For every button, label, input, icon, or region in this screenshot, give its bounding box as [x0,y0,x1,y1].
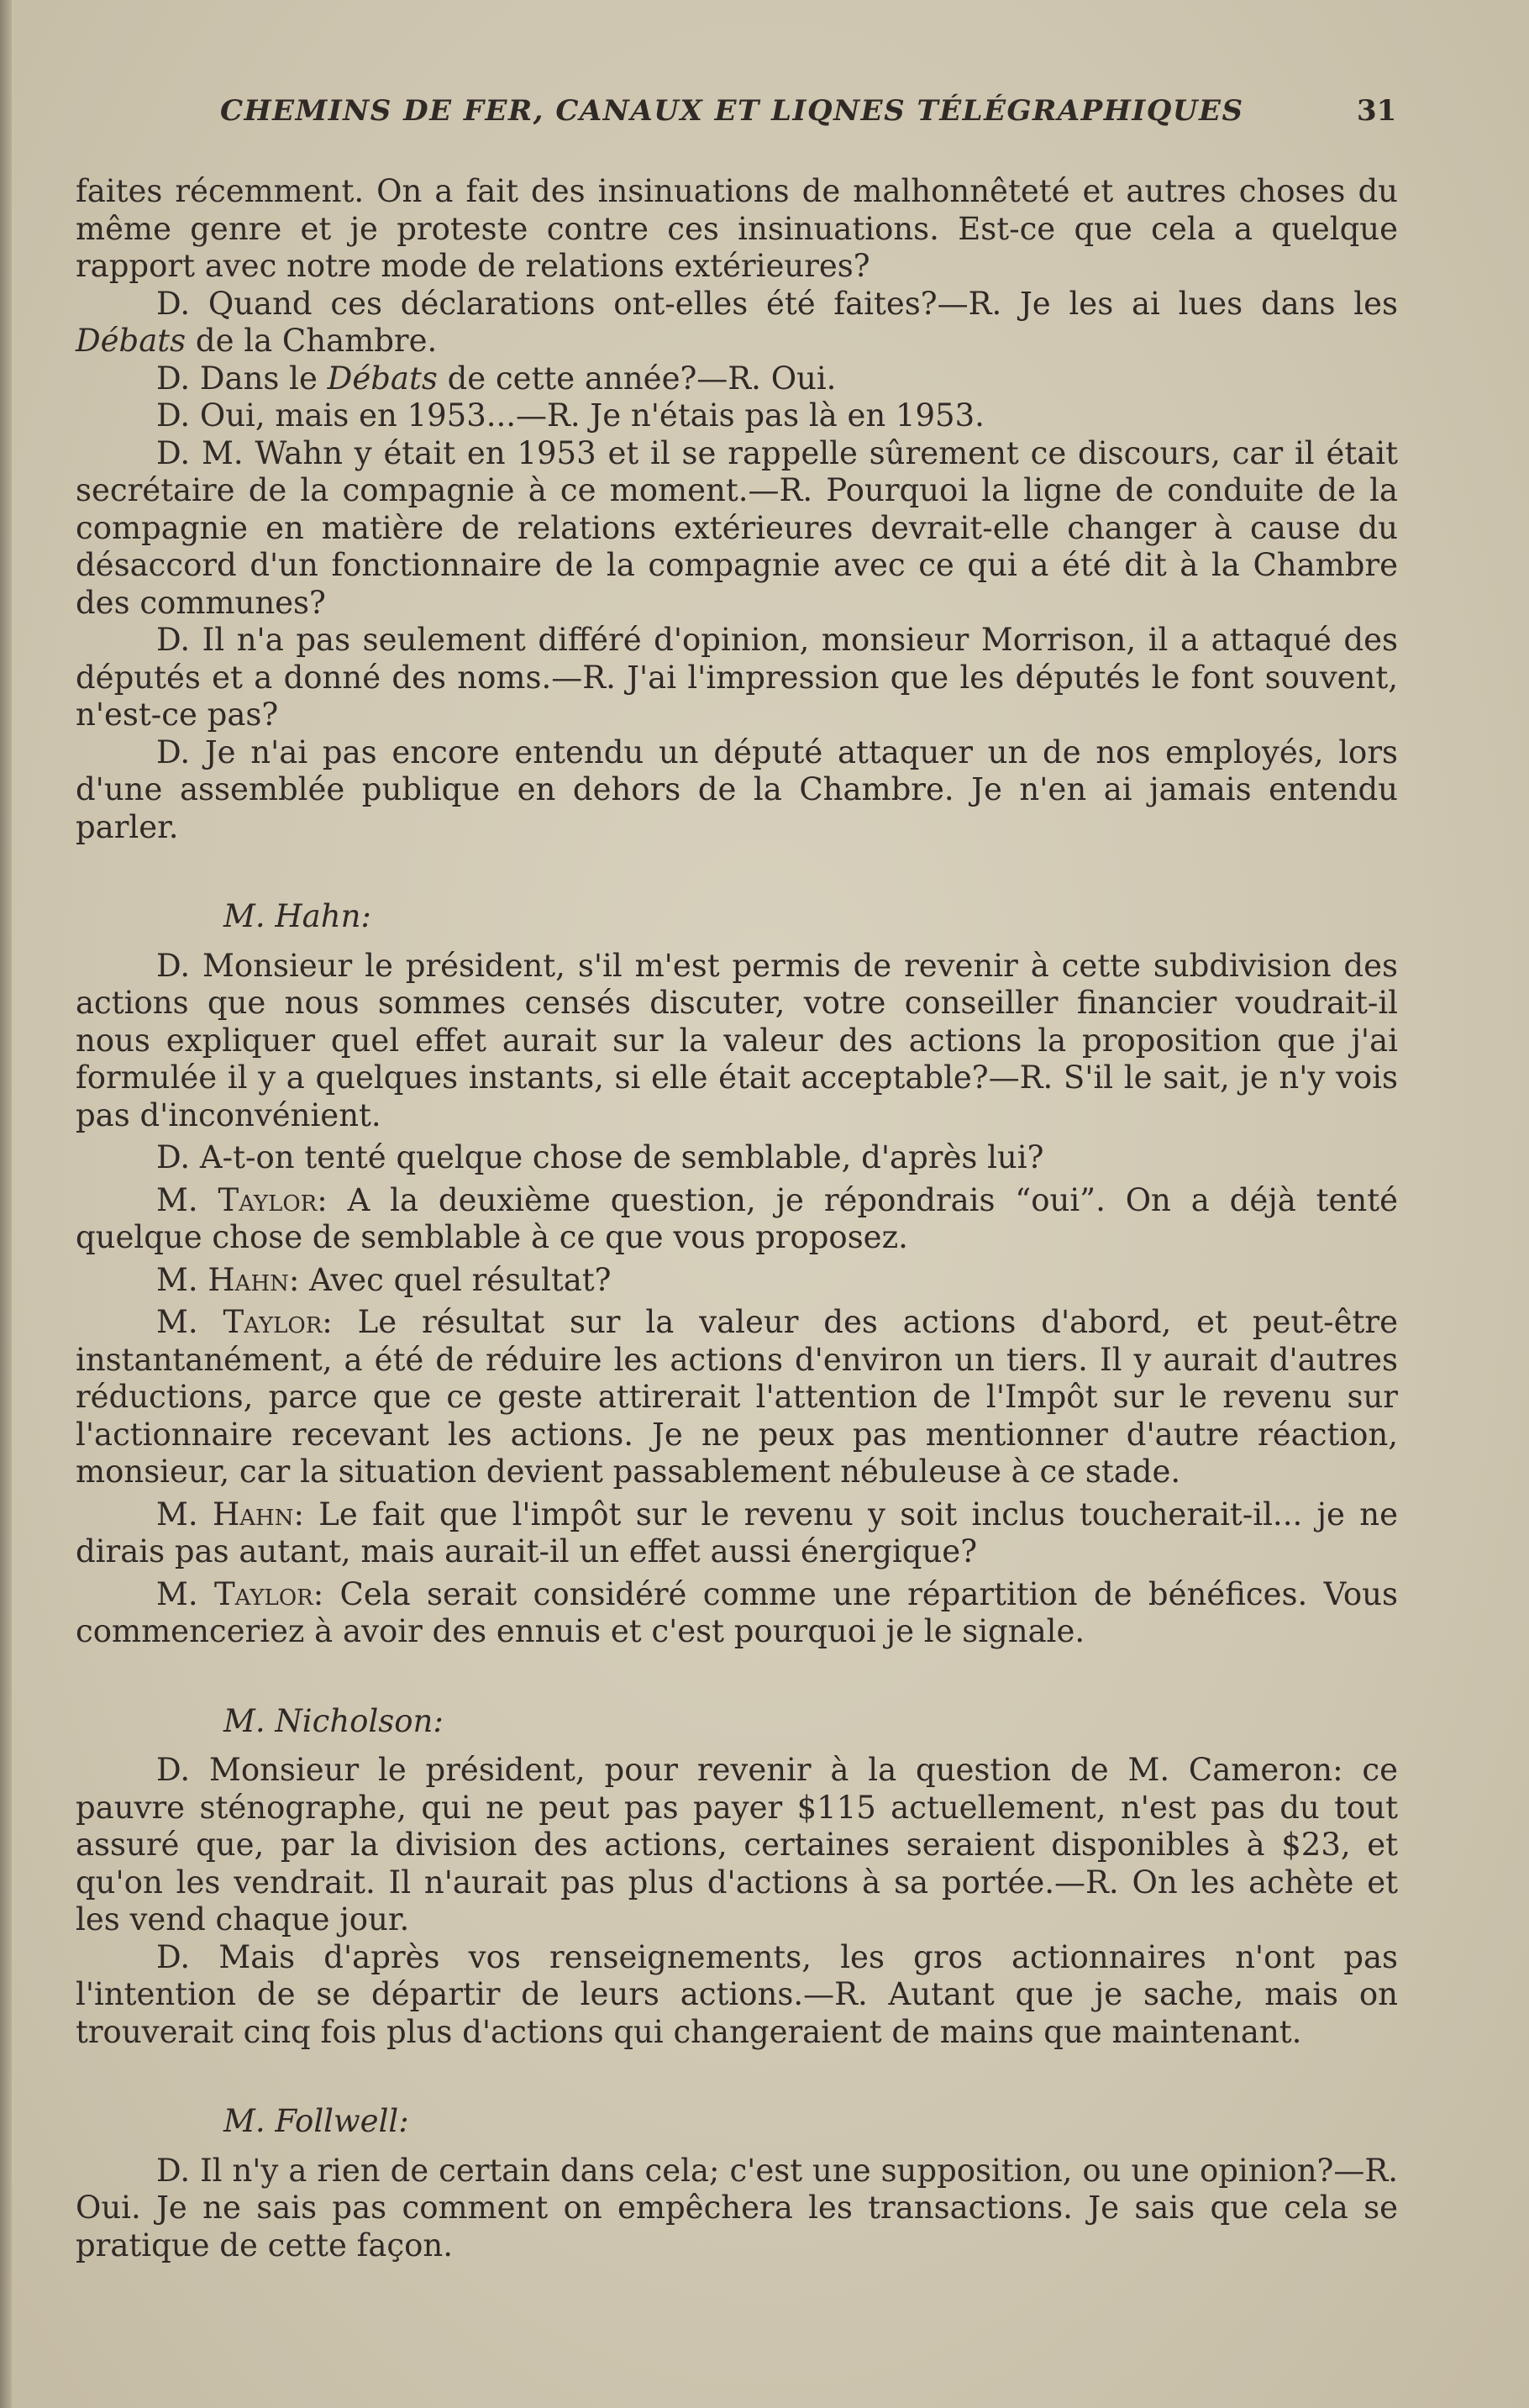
text-span: Cela serait considéré comme une répartition de bénéfices. Vous commenceriez à avoir des ennuis et c'est pourquoi je le signale. [76,1575,1398,1649]
text-span: D. Quand ces déclarations ont-elles été faites?—R. Je les ai lues dans les [156,285,1398,322]
speaker-heading: M. Follwell: [223,2103,409,2139]
paragraph: D. Il n'a pas seulement différé d'opinion, monsieur Morrison, il a attaqué des députés et a donné des noms.—R. J'ai l'impression que les députés le font souvent, n'est-ce pas? [76,622,1398,733]
book-spine-shadow [0,0,12,2408]
page-number: 31 [1357,94,1397,128]
text-span: de cette année?—R. Oui. [437,360,837,397]
speaker-heading: M. Nicholson: [223,1702,444,1739]
paragraph: D. Je n'ai pas encore entendu un député attaquer un de nos employés, lors d'une assemblée publique en dehors de la Chambre. Je n'en ai jamais entendu parler. [76,733,1398,845]
paragraph [76,1182,1398,1257]
running-header [0,94,1529,145]
text-span: A la deuxième question, je répondrais “oui”. On a déjà tenté quelque chose de semblable à ce que vous proposez. [76,1181,1398,1255]
italic-title: Débats [76,323,187,359]
paragraph [76,1496,1398,1571]
text-span: de la Chambre. [186,323,438,359]
paragraph: D. Mais d'après vos renseignements, les gros actionnaires n'ont pas l'intention de se départir de leurs actions.—R. Autant que je sache, mais on trouverait cinq fois plus d'actions qui changeraient de mains que maintenant. [76,1938,1398,2050]
body-text [76,173,1398,2264]
text-span: D. Dans le [156,360,328,397]
speaker-name: M. Hahn: [156,1496,304,1533]
text-span: Le fait que l'impôt sur le revenu y soit inclus toucherait-il... je ne dirais pas autant, mais aurait-il un effet aussi énergique? [76,1496,1398,1569]
paragraph [76,286,1398,360]
speaker-name: M. Taylor: [156,1181,328,1218]
paragraph [76,1262,1398,1300]
paragraph [76,360,1398,398]
running-title: CHEMINS DE FER, CANAUX ET LIQNES TÉLÉGRAPHIQUES [220,94,1244,128]
paragraph: D. A-t-on tenté quelque chose de semblable, d'après lui? [156,1139,1044,1175]
paragraph: D. Monsieur le président, pour revenir à la question de M. Cameron: ce pauvre sténographe, qui ne peut pas payer $115 actuellement, n'est pas du tout assuré que, par la division des actions, certaines seraient disponibles à $23, et qu'on les vendrait. Il n'aurait pas plus d'actions à sa portée.—R. On les achète et les vend chaque jour. [76,1752,1398,1937]
paragraph: D. Il n'y a rien de certain dans cela; c'est une supposition, ou une opinion?—R. Oui. Je ne sais pas comment on empêchera les transactions. Je sais que cela se pratique de cette façon. [76,2152,1398,2263]
speaker-name: M. Taylor: [156,1304,333,1340]
paragraph: D. Oui, mais en 1953...—R. Je n'étais pas là en 1953. [156,397,985,434]
text-span: Avec quel résultat? [299,1261,612,1298]
speaker-heading: M. Hahn: [223,898,371,934]
speaker-name: M. Taylor: [156,1575,324,1612]
paragraph: D. Monsieur le président, s'il m'est permis de revenir à cette subdivision des actions que nous sommes censés discuter, votre conseiller financier voudrait-il nous expliquer quel effet aurait sur la valeur des actions la proposition que j'ai formulée il y a quelques instants, si elle était acceptable?—R. S'il le sait, je n'y vois pas d'inconvénient. [76,947,1398,1133]
italic-title: Débats [327,360,438,397]
paragraph [76,1304,1398,1491]
speaker-name: M. Hahn: [156,1261,300,1298]
paragraph: faites récemment. On a fait des insinuations de malhonnêteté et autres choses du même genre et je proteste contre ces insinuations. Est-ce que cela a quelque rapport avec notre mode de relations extérieures? [76,173,1398,284]
paragraph: D. M. Wahn y était en 1953 et il se rappelle sûrement ce discours, car il était secrétaire de la compagnie à ce moment.—R. Pourquoi la ligne de conduite de la compagnie en matière de relations extérieures devrait-elle changer à cause du désaccord d'un fonctionnaire de la compagnie avec ce qui a été dit à la Chambre des communes? [76,434,1398,621]
text-span: Le résultat sur la valeur des actions d'abord, et peut-être instantanément, a été de réduire les actions d'environ un tiers. Il y aurait d'autres réductions, parce que ce geste attirerait l'attention de l'Impôt sur le revenu sur l'actionnaire recevant les actions. Je ne peux pas mentionner d'autre réaction, monsieur, car la situation devient passablement nébuleuse à ce stade. [76,1304,1398,1490]
paragraph [76,1576,1398,1651]
